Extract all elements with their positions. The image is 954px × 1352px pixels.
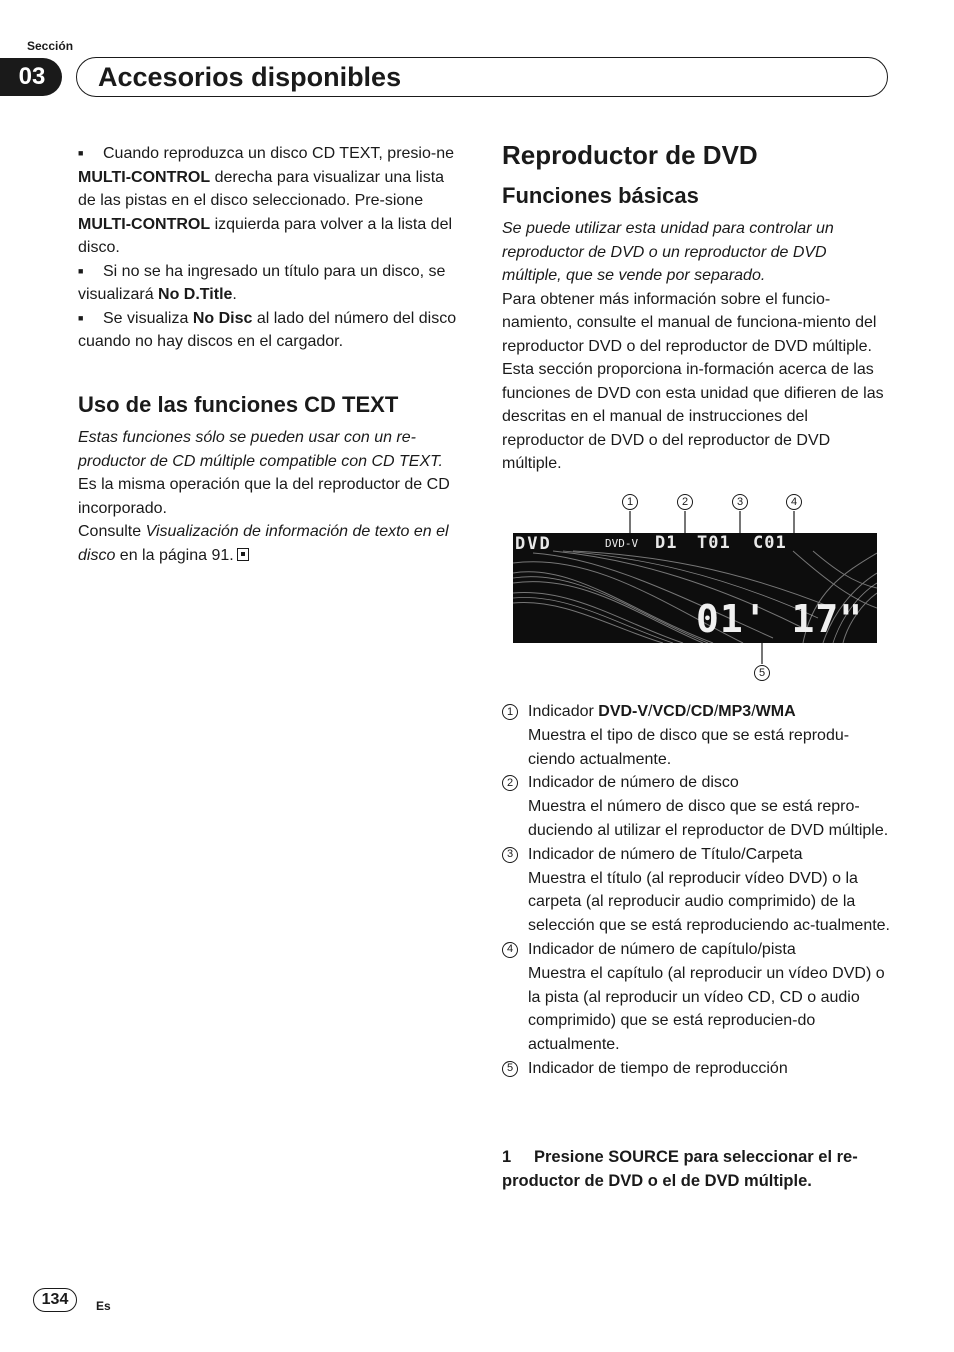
heading-cd-text: Uso de las funciones CD TEXT [78,392,399,417]
heading-dvd-player: Reproductor de DVD [502,140,758,170]
lcd-disc-number: D1 [655,533,678,553]
callout-5: 5 [754,665,770,681]
bullet-cd-text: ■ Cuando reproduzca un disco CD TEXT, presio-ne MULTI-CONTROL derecha para visualizar una lista de las pistas en el disco seleccionado. Pre-sione MULTI-CONTROL izquierda para volver a la lista del disco. [78,142,462,260]
language-code: Es [96,1299,111,1313]
callout-3: 3 [732,494,748,510]
display-legend [502,700,890,1081]
legend-item-5 [502,1057,890,1081]
callout-4: 4 [786,494,802,510]
legend-desc-4: Muestra el capítulo (al reproducir un vídeo DVD) o la pista (al reproducir un vídeo CD, CD o audio comprimido) que se está reproducien-do actualmente. [528,964,885,1054]
legend-title-4: Indicador de número de capítulo/pista [528,940,796,958]
legend-title-2: Indicador de número de disco [528,774,739,792]
lcd-title-number: T01 [697,533,731,553]
cd-text-intro: Estas funciones sólo se pueden usar con un re-productor de CD múltiple compatible con CD TEXT. [78,429,443,470]
legend-number-1: 1 [502,704,518,720]
legend-item-4 [502,938,890,1057]
page-number: 134 [33,1288,77,1312]
legend-desc-2: Muestra el número de disco que se está repro-duciendo al utilizar el reproductor de DVD múltiple. [528,798,889,839]
callout-1: 1 [622,494,638,510]
legend-desc-3: Muestra el título (al reproducir vídeo DVD) o la carpeta (al reproducir audio comprimido) de la selección que se está reproduciendo ac-tualmente. [528,869,890,935]
legend-number-3: 3 [502,847,518,863]
legend-desc-1: Muestra el tipo de disco que se está reprodu-ciendo actualmente. [528,726,850,768]
lcd-disc-type-indicator: DVD-V [605,537,639,550]
section-label: Sección [27,39,74,53]
dvd-intro: Se puede utilizar esta unidad para controlar un reproductor de DVD o un reproductor de DVD múltiple, que se vende por separado. [502,220,834,284]
callout-2: 2 [677,494,693,510]
legend-item-1 [502,700,890,771]
legend-item-3 [502,843,890,938]
cd-text-para1: Es la misma operación que la del reproductor de CD incorporado. [78,476,450,517]
section-number-badge: 03 [0,58,62,96]
bullet-no-title: ■ Si no se ha ingresado un título para un disco, se visualizará No D.Title. [78,260,462,307]
heading-basic-functions: Funciones básicas [502,183,699,208]
legend-title-5: Indicador de tiempo de reproducción [528,1059,788,1077]
bullet-no-disc: ■ Se visualiza No Disc al lado del número del disco cuando no hay discos en el cargador. [78,307,462,354]
legend-title-1: Indicador DVD-V/VCD/CD/MP3/WMA [528,703,796,720]
legend-number-4: 4 [502,942,518,958]
dvd-display-image [513,533,877,643]
legend-number-5: 5 [502,1061,518,1077]
dvd-para: Para obtener más información sobre el funcio-namiento, consulte el manual de funciona-miento del reproductor DVD o del reproductor de DVD múltiple. Esta sección proporciona in-formación acerca de las funciones de DVD con esta unidad que difieren de las descritas en el manual de instrucciones del reproductor de DVD o del reproductor de DVD múltiple. [502,290,884,472]
lcd-play-time: 01' 17" [696,597,864,641]
lcd-chapter-number: C01 [753,533,787,553]
step-number: 1 [502,1148,512,1166]
step-text: Presione SOURCE para seleccionar el re-productor de DVD o el de DVD múltiple. [502,1148,858,1190]
legend-item-2 [502,771,890,842]
page-title: Accesorios disponibles [98,62,402,92]
legend-title-3: Indicador de número de Título/Carpeta [528,845,803,863]
lcd-dvd-logo: DVD [515,534,552,554]
step-1 [502,1145,890,1193]
legend-number-2: 2 [502,775,518,791]
cd-text-para2: Consulte Visualización de información de texto en el disco en la página 91. [78,523,449,564]
cross-reference-link[interactable]: Visualización de información de texto en el disco [78,523,449,564]
